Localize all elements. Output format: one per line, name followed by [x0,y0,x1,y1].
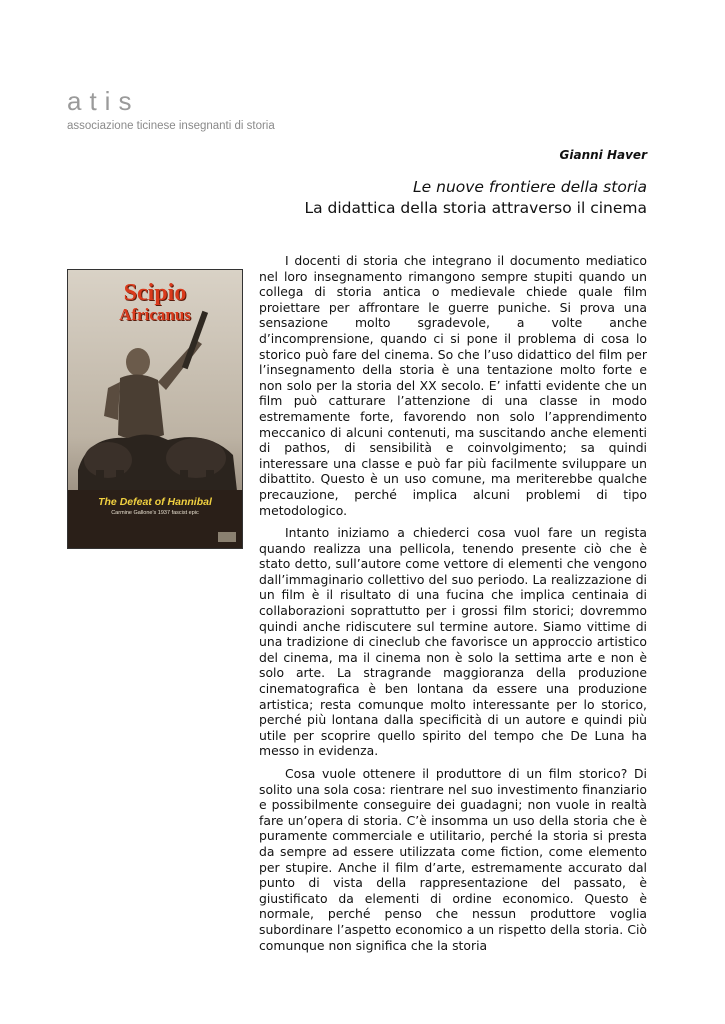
brand-logo: atis [67,86,140,116]
article-author: Gianni Haver [559,148,647,162]
dvd-cover-image [67,269,243,549]
brand-subtitle: associazione ticinese insegnanti di storia [67,120,275,132]
article-title: Le nuove frontiere della storia [413,178,647,196]
paragraph: Cosa vuole ottenere il produttore di un film storico? Di solito una sola cosa: rientrare nel suo investimento finanziario e possibilmente conseguire dei guadagni; non vuole in realtà fare un’opera di storia. C’è insomma un uso della storia che è puramente commerciale e utilitario, perché la storia si presta da sempre ad essere utilizzata come fiction, come elemento per stupire. Anche il film d’arte, estremamente accurato dal punto di vista della rappresentazione del passato, è giustificato da elementi di ordine economico. Questo è normale, perché penso che nessun produttore voglia subordinare l’aspetto economico a un rispetto della storia. Ciò comunque non significa che la storia [259,766,647,953]
cover-title-line1: Scipio [123,280,187,306]
paragraph: Intanto iniziamo a chiederci cosa vuol fare un regista quando realizza una pellicola, tenendo presente ciò che è stato detto, sull’autore come vettore di elementi che vengono dall’immaginario collettivo del suo periodo. La realizzazione di un film è il risultato di una fucina che implica centinaia di collaborazioni soprattutto per i grossi film storici; dovremmo quindi anche ridiscutere sul termine autore. Siamo vittime di una tradizione di cineclub che favorisce un approccio artistico del cinema, ma il cinema non è solo la settima arte e non è solo arte. La stragrande maggioranza della produzione cinematografica è ben lontana da essere una produzione artistica; resta comunque molto interessante per lo storico, perché più lontana dalla specificità di un autore e quindi più utile per scoprire quello spirito del tempo che De Luna ha messo in evidenza. [259,525,647,759]
paragraph: I docenti di storia che integrano il documento mediatico nel loro insegnamento rimangono sempre stupiti quando un collega di storia antica o medievale chiede quale film proiettare per affrontare le guerre puniche. Si prova una sensazione molto sgradevole, a volte anche d’incomprensione, quando ci si pone il problema di cosa lo storico può fare del cinema. So che l’uso didattico del film per l’insegnamento della storia è una tentazione molto forte e non solo per la storia del XX secolo. E’ infatti evidente che un film può catturare l’attenzione di una classe in modo estremamente forte, favorendo non solo l’apprendimento meccanico di alcuni contenuti, ma suscitando anche elementi di pathos, di sensibilità e coinvolgimento; sa quindi interessare una classe e può far più facilmente sviluppare un dibattito. Questo è un uso comune, ma meriterebbe qualche precauzione, perché implica alcuni problemi di tipo metodologico. [259,253,647,518]
cover-title-line2: Africanus [119,305,191,324]
cover-subtitle: The Defeat of Hannibal [98,496,212,508]
cover-small-text: Carmine Gallone's 1937 fascist epic [111,510,199,516]
article-subtitle: La didattica della storia attraverso il cinema [304,199,647,217]
cover-title [68,282,242,326]
article-body [259,253,647,960]
